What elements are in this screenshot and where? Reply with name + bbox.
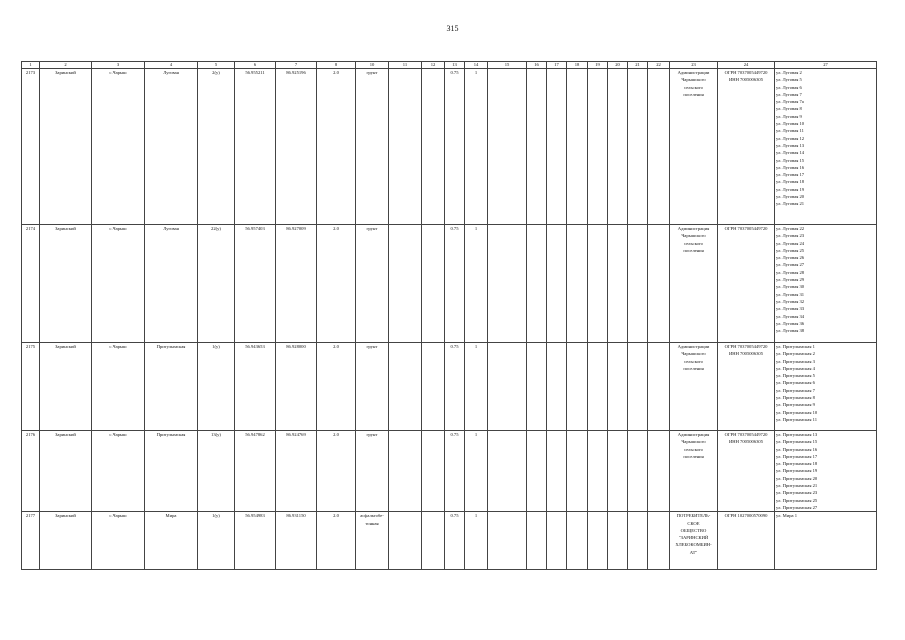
col-15-cell [488,225,527,343]
address-list-cell-line: ул. Луговая 24 [776,240,805,246]
col-18-cell [567,512,588,570]
surface-cell-line: тонная [365,520,379,526]
address-list-cell-line: ул. Луговая 30 [776,284,805,290]
owner-cell [670,69,718,225]
col-11-cell [389,512,422,570]
table-row [22,343,877,431]
col-16-cell [527,512,547,570]
col-17-cell [547,69,567,225]
column-number-header: 12 [422,62,445,69]
address-list-cell-line: ул. Притулымская 19 [776,468,818,474]
table-row [22,431,877,512]
address-list-cell-line: ул. Притулымская 16 [776,446,818,452]
address-list-cell-line: ул. Притулымская 6 [776,380,815,386]
column-number-header: 2 [40,62,92,69]
address-list-cell-line: ул. Притулымская 7 [776,387,815,393]
ogrn-cell-line: ОГРН 7037005449720 [724,344,768,349]
column-number-header: 16 [527,62,547,69]
latitude-cell: 56.957403 [235,225,276,343]
record-number: 2174 [22,225,40,343]
surface-cell: грунт [356,69,389,225]
address-list-cell-line: ул. Луговая 34 [776,313,805,319]
address-list-cell [775,431,877,512]
col-12-cell [422,512,445,570]
col-16-cell [527,431,547,512]
ogrn-cell-line: ИНН 7005006305 [728,77,764,83]
length-cell: 1(у) [198,512,235,570]
address-list-cell [775,343,877,431]
address-list-cell [775,69,877,225]
col-15-cell [488,69,527,225]
col-19-cell [588,431,608,512]
address-list-cell-line: ул. Притулымская 23 [776,490,818,496]
settlement-cell: с.Чарыш [92,431,145,512]
owner-cell-line: ХЛЕБОКОМБИН- [675,542,712,548]
address-list-cell-line: ул. Луговая 31 [776,291,805,297]
ogrn-cell-line: ИНН 7005006305 [728,351,764,357]
address-list-cell-line: ул. Притулымская 2 [776,351,815,357]
address-list-cell-line: ул. Притулымская 17 [776,453,818,459]
latitude-cell: 56.943653 [235,343,276,431]
col-22-cell [648,431,670,512]
surface-cell-line: асфальтобе- [360,513,384,519]
street-cell: Мира [145,512,198,570]
column-number-header: 8 [317,62,356,69]
ogrn-cell [718,431,775,512]
col-20-cell [608,512,628,570]
address-list-cell-line: ул. Луговая 25 [776,247,805,253]
owner-cell-line: Чарышского [681,439,706,445]
owner-cell-line: Чарышского [681,233,706,239]
settlement-cell: с.Чарыш [92,512,145,570]
address-list-cell-line: ул. Притулымская 9 [776,402,815,408]
surface-cell: грунт [356,431,389,512]
address-list-cell-line: ул. Мира 1 [776,513,798,519]
col-15-cell [488,512,527,570]
owner-cell-line: сельского [684,446,703,452]
column-number-header: 5 [198,62,235,69]
width-cell: 2.0 [317,69,356,225]
address-list-cell-line: ул. Луговая 5 [776,77,802,83]
address-list-cell-line: ул. Луговая 6 [776,84,802,90]
col-11-cell [389,343,422,431]
address-list-cell-line: ул. Луговая 14 [776,150,805,156]
col-14-cell: 1 [465,225,488,343]
owner-cell [670,343,718,431]
address-list-cell-line: ул. Луговая 33 [776,306,805,312]
surface-cell: грунт [356,343,389,431]
ogrn-cell [718,512,775,570]
owner-cell-line: АТ" [689,549,698,555]
address-list-cell-line: ул. Луговая 16 [776,164,805,170]
address-list-cell-line: ул. Притулымская 27 [776,504,818,510]
owner-cell-line: "ЗАРИНСКИЙ [678,535,709,541]
owner-cell-line: сельского [684,358,703,364]
col-20-cell [608,69,628,225]
col-20-cell [608,431,628,512]
owner-cell [670,431,718,512]
address-list-cell-line: ул. Притулымская 21 [776,483,818,489]
ogrn-cell-line: ОГРН 1027000570090 [724,513,768,519]
address-list-cell-line: ул. Луговая 13 [776,142,805,148]
address-list-cell-line: ул. Луговая 2 [776,70,802,75]
owner-cell-line: Администрация [677,226,710,231]
col-11-cell [389,431,422,512]
district-cell: Заринский [40,431,92,512]
length-cell: 2(у) [198,69,235,225]
street-cell: Притулымская [145,343,198,431]
column-number-header: 3 [92,62,145,69]
col-13-cell: 0.75 [445,343,465,431]
column-number-header: 21 [628,62,648,69]
col-11-cell [389,225,422,343]
col-17-cell [547,512,567,570]
surface-cell: грунт [356,225,389,343]
column-number-header: 22 [648,62,670,69]
address-list-cell-line: ул. Притулымская 10 [776,409,818,415]
column-number-header: 20 [608,62,628,69]
column-number-header: 6 [235,62,276,69]
col-12-cell [422,431,445,512]
address-list-cell-line: ул. Притулымская 5 [776,373,815,379]
width-cell: 2.0 [317,431,356,512]
address-list-cell-line: ул. Луговая 27 [776,262,805,268]
column-number-header: 24 [718,62,775,69]
owner-cell-line: сельского [684,84,703,90]
owner-cell-line: Администрации [677,344,710,349]
street-cell: Притулымская [145,431,198,512]
address-list-cell-line: ул. Притулымская 11 [776,416,818,422]
col-18-cell [567,431,588,512]
ogrn-cell [718,69,775,225]
address-list-cell-line: ул. Луговая 11 [776,128,804,134]
street-cell: Луговая [145,69,198,225]
col-20-cell [608,225,628,343]
address-list-cell-line: ул. Притулымская 20 [776,475,818,481]
owner-cell-line: Администрация [677,432,710,437]
address-list-cell-line: ул. Луговая 23 [776,233,805,239]
col-21-cell [628,225,648,343]
ogrn-cell-line: ИНН 7005006305 [728,439,764,445]
col-19-cell [588,225,608,343]
owner-cell-line: ПОТРЕБИТЕЛЬ- [676,513,711,519]
address-list-cell-line: ул. Луговая 8 [776,106,802,112]
longitude-cell: 86.928000 [276,343,317,431]
col-18-cell [567,343,588,431]
col-16-cell [527,225,547,343]
owner-cell-line: ОБЩЕСТВО [680,527,707,533]
col-22-cell [648,225,670,343]
address-list-cell-line: ул. Притулымская 15 [776,439,818,445]
address-list-cell-line: ул. Притулымская 18 [776,461,818,467]
owner-cell-line: поселения [683,365,704,371]
col-14-cell: 1 [465,431,488,512]
address-list-cell-line: ул. Луговая 10 [776,121,805,127]
address-list-cell-line: ул. Луговая 26 [776,255,805,261]
column-number-header: 11 [389,62,422,69]
address-list-cell-line: ул. Луговая 38 [776,328,805,334]
col-14-cell: 1 [465,343,488,431]
length-cell: 13(у) [198,431,235,512]
width-cell: 2.0 [317,512,356,570]
column-number-header: 10 [356,62,389,69]
district-cell: Заринский [40,225,92,343]
address-list-cell-line: ул. Луговая 7 [776,91,802,97]
col-21-cell [628,431,648,512]
owner-cell-line: поселения [683,247,704,253]
latitude-cell: 56.955211 [235,69,276,225]
record-number: 2173 [22,69,40,225]
col-15-cell [488,431,527,512]
address-list-cell-line: ул. Луговая 32 [776,298,805,304]
col-19-cell [588,343,608,431]
longitude-cell: 86.925196 [276,69,317,225]
col-22-cell [648,69,670,225]
col-17-cell [547,343,567,431]
table-row [22,69,877,225]
address-list-cell-line: ул. Луговая 9 [776,113,802,119]
column-number-header: 4 [145,62,198,69]
owner-cell-line: сельского [684,240,703,246]
owner-cell-line: поселения [683,91,704,97]
owner-cell-line: Администрации [677,70,710,75]
address-list-cell-line: ул. Луговая 20 [776,194,805,200]
col-12-cell [422,225,445,343]
col-16-cell [527,343,547,431]
length-cell: 1(у) [198,343,235,431]
column-number-header: 27 [775,62,877,69]
length-cell: 22(у) [198,225,235,343]
col-18-cell [567,225,588,343]
col-15-cell [488,343,527,431]
address-list-cell-line: ул. Луговая 12 [776,135,805,141]
surface-cell [356,512,389,570]
column-number-header: 17 [547,62,567,69]
record-number: 2175 [22,343,40,431]
settlement-cell: с.Чарыш [92,69,145,225]
address-list-cell-line: ул. Луговая 28 [776,269,805,275]
col-12-cell [422,343,445,431]
owner-cell [670,225,718,343]
street-cell: Луговая [145,225,198,343]
col-20-cell [608,343,628,431]
column-number-header: 15 [488,62,527,69]
owner-cell-line: поселения [683,453,704,459]
col-21-cell [628,69,648,225]
address-list-cell-line: ул. Луговая 36 [776,320,805,326]
col-21-cell [628,343,648,431]
address-list-cell-line: ул. Луговая 21 [776,201,805,207]
address-list-cell-line: ул. Притулымская 4 [776,365,815,371]
ogrn-cell [718,343,775,431]
address-list-cell-line: ул. Луговая 15 [776,157,805,163]
width-cell: 2.0 [317,225,356,343]
settlement-cell: с.Чарыш [92,225,145,343]
owner-cell-line: СКОЕ [687,520,700,526]
col-16-cell [527,69,547,225]
address-list-cell-line: ул. Луговая 17 [776,172,805,178]
ogrn-cell-line: ОГРН 7037005449720 [724,432,768,437]
district-cell: Заринский [40,512,92,570]
district-cell: Заринский [40,343,92,431]
column-number-header: 1 [22,62,40,69]
table-row [22,512,877,570]
col-13-cell: 0.75 [445,225,465,343]
col-12-cell [422,69,445,225]
owner-cell [670,512,718,570]
address-list-cell-line: ул. Притулымская 1 [776,344,815,349]
column-number-header: 14 [465,62,488,69]
col-22-cell [648,512,670,570]
table-row [22,225,877,343]
owner-cell-line: Чарышского [681,351,706,357]
latitude-cell: 56.954983 [235,512,276,570]
address-list-cell-line: ул. Притулымская 3 [776,358,815,364]
col-19-cell [588,512,608,570]
page-number: 315 [446,24,459,33]
address-list-cell-line: ул. Луговая 7а [776,99,804,105]
column-number-header: 19 [588,62,608,69]
road-registry-table [21,61,877,570]
col-22-cell [648,343,670,431]
address-list-cell-line: ул. Притулымская 25 [776,497,818,503]
owner-cell-line: Чарышского [681,77,706,83]
col-13-cell: 0.75 [445,69,465,225]
address-list-cell [775,512,877,570]
longitude-cell: 86.927009 [276,225,317,343]
column-number-header: 13 [445,62,465,69]
address-list-cell-line: ул. Луговая 22 [776,226,805,231]
column-number-header: 23 [670,62,718,69]
address-list-cell-line: ул. Луговая 29 [776,277,805,283]
column-number-row [22,62,877,69]
address-list-cell-line: ул. Притулымская 13 [776,432,818,437]
district-cell: Заринский [40,69,92,225]
address-list-cell [775,225,877,343]
col-14-cell: 1 [465,69,488,225]
longitude-cell: 86.931150 [276,512,317,570]
ogrn-cell-line: ОГРН 7037005449720 [724,70,768,75]
col-13-cell: 0.75 [445,431,465,512]
record-number: 2177 [22,512,40,570]
address-list-cell-line: ул. Луговая 18 [776,179,805,185]
address-list-cell-line: ул. Притулымская 8 [776,395,815,401]
width-cell: 2.0 [317,343,356,431]
latitude-cell: 56.947862 [235,431,276,512]
column-number-header: 7 [276,62,317,69]
col-17-cell [547,225,567,343]
settlement-cell: с.Чарыш [92,343,145,431]
col-18-cell [567,69,588,225]
record-number: 2176 [22,431,40,512]
col-19-cell [588,69,608,225]
col-17-cell [547,431,567,512]
col-14-cell: 1 [465,512,488,570]
col-21-cell [628,512,648,570]
ogrn-cell [718,225,775,343]
longitude-cell: 86.924769 [276,431,317,512]
col-11-cell [389,69,422,225]
ogrn-cell-line: ОГРН 7037005449720 [724,226,768,231]
column-number-header: 18 [567,62,588,69]
col-13-cell: 0.75 [445,512,465,570]
address-list-cell-line: ул. Луговая 19 [776,186,805,192]
